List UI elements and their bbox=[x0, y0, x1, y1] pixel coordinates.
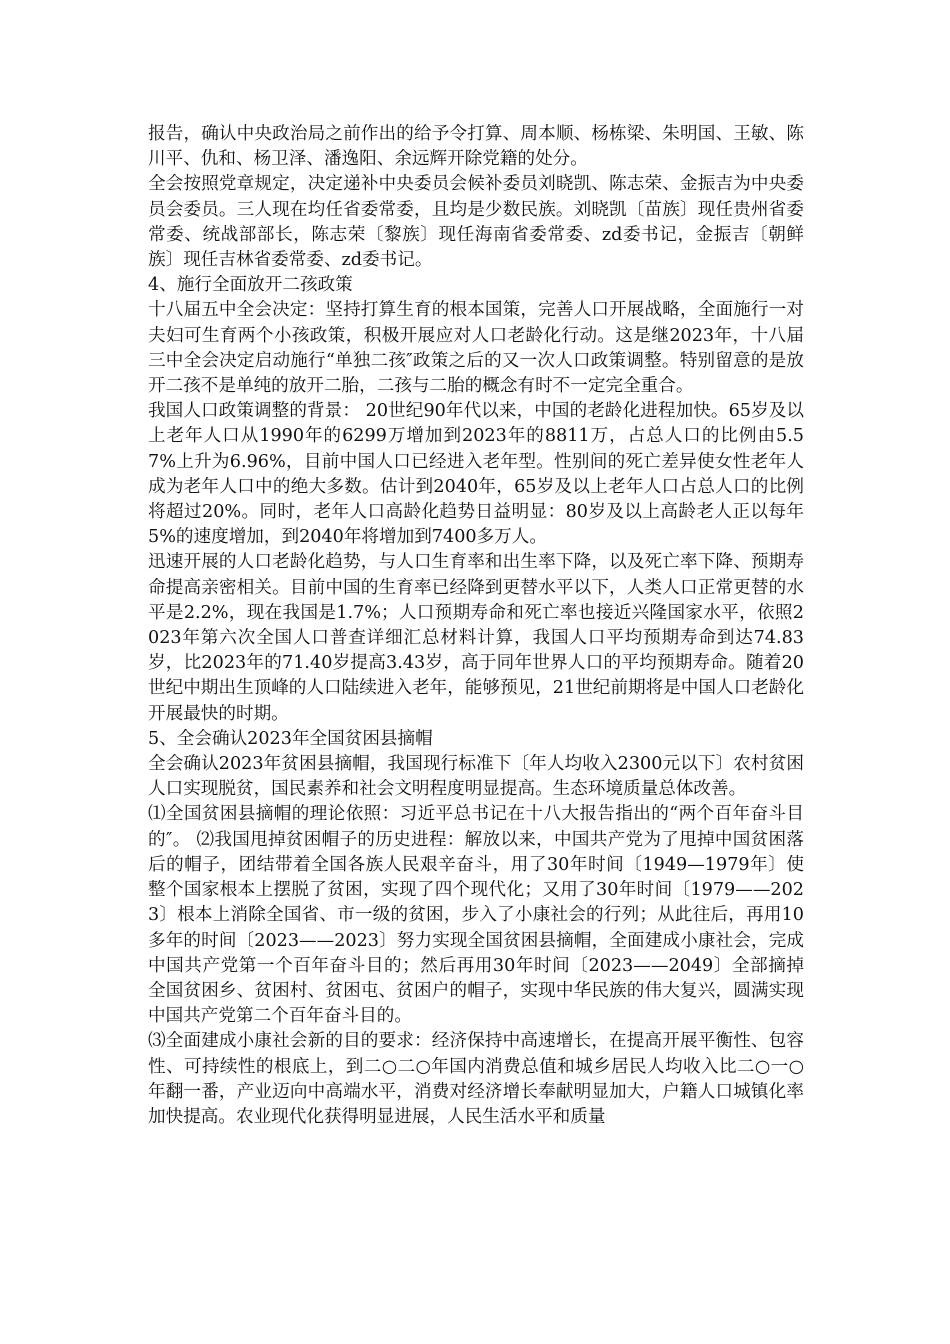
section-heading-poverty-counties: 5、全会确认2023年全国贫困县摘帽 bbox=[148, 728, 433, 749]
paragraph-xiaokang-goals: ⑶全面建成小康社会新的目的要求：经济保持中高速增长，在提高开展平衡性、包容性、可持续性的根底上，到二○二○年国内消费总值和城乡居民人均收入比二○一○年翻一番，产业迈向中高端水平，消费对经济增长奉献明显加大，户籍人口城镇化率加快提高。农业现代化获得明显进展，人民生活水平和质量 bbox=[148, 1031, 804, 1127]
document-page bbox=[148, 122, 804, 1130]
paragraph-population-background: 我国人口政策调整的背景： 20世纪90年代以来，中国的老龄化进程加快。65岁及以上老年人口从1990年的6299万增加到2023年的8811万，占总人口的比例由5.57%上升为6.96%，目前中国人口已经进入老年型。性别间的死亡差异使女性老年人成为老年人口中的绝大多数。估计到2040年，65岁及以上老年人口占总人口的比例将超过20%。同时，老年人口高龄化趋势日益明显：80岁及以上高龄老人正以每年5%的速度增加，到2040年将增加到7400多万人。 bbox=[148, 401, 804, 548]
paragraph-poverty-history: ⑴全国贫困县摘帽的理论依照：习近平总书记在十八大报告指出的“两个百年奋斗目的″。 ⑵我国甩掉贫困帽子的历史进程：解放以来，中国共产党为了甩掉中国贫困落后的帽子，团结带着全国各族人民艰辛奋斗，用了30年时间〔1949—1979年〕使整个国家根本上摆脱了贫困，实现了四个现代化；又用了30年时间〔1979——2023〕根本上消除全国省、市一级的贫困，步入了小康社会的行列；从此往后，再用10多年的时间〔2023——2023〕努力实现全国贫困县摘帽，全面建成小康社会，完成中国共产党第一个百年奋斗目的；然后再用30年时间〔2023——2049〕全部摘掉全国贫困乡、贫困村、贫困屯、贫困户的帽子，实现中华民族的伟大复兴，圆满实现中国共产党第二个百年奋斗目的。 bbox=[148, 804, 804, 1027]
paragraph-poverty-confirmation: 全会确认2023年贫困县摘帽，我国现行标准下〔年人均收入2300元以下〕农村贫困人口实现脱贫，国民素养和社会文明程度明显提高。生态环境质量总体改善。 bbox=[148, 754, 804, 800]
paragraph-party-discipline: 报告，确认中央政治局之前作出的给予令打算、周本顺、杨栋梁、朱明国、王敏、陈川平、仇和、杨卫泽、潘逸阳、余远辉开除党籍的处分。 bbox=[148, 124, 804, 170]
paragraph-two-child-decision: 十八届五中全会决定：坚持打算生育的根本国策，完善人口开展战略，全面施行一对夫妇可生育两个小孩政策，积极开展应对人口老龄化行动。这是继2023年，十八届三中全会决定启动施行“单独二孩″政策之后的又一次人口政策调整。特别留意的是放开二孩不是单纯的放开二胎，二孩与二胎的概念有时不一定完全重合。 bbox=[148, 300, 804, 397]
paragraph-aging-trend: 迅速开展的人口老龄化趋势，与人口生育率和出生率下降，以及死亡率下降、预期寿命提高亲密相关。目前中国的生育率已经降到更替水平以下，人类人口正常更替的水平是2.2%，现在我国是1.7%；人口预期寿命和死亡率也接近兴隆国家水平，依照2023年第六次全国人口普查详细汇总材料计算，我国人口平均预期寿命到达74.83岁，比2023年的71.40岁提高3.43岁，高于同年世界人口的平均预期寿命。随着20世纪中期出生顶峰的人口陆续进入老年，能够预见，21世纪前期将是中国人口老龄化开展最快的时期。 bbox=[148, 552, 804, 724]
paragraph-committee-members: 全会按照党章规定，决定递补中央委员会候补委员刘晓凯、陈志荣、金振吉为中央委员会委员。三人现在均任省委常委，且均是少数民族。刘晓凯〔苗族〕现任贵州省委常委、统战部部长，陈志荣〔黎族〕现任海南省委常委、zd委书记，金振吉〔朝鲜族〕现任吉林省委常委、zd委书记。 bbox=[148, 174, 804, 271]
section-heading-two-child-policy: 4、施行全面放开二孩政策 bbox=[148, 275, 353, 296]
